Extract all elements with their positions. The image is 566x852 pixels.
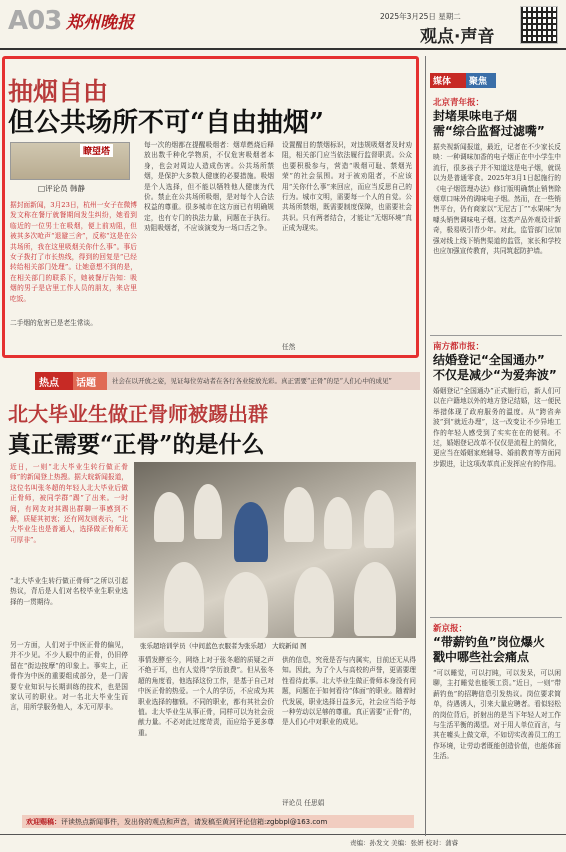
footer-divider <box>0 834 566 835</box>
article2-lead: 近日，一则“北大毕业生转行做正骨师”的新闻登上热搜。据大皖新闻报道，这位名叫张冬超的年轻人北大毕业后做正骨师，被同学群“踢”了出来。一时间，有网友对其踢出群聊一事感到不解，质疑其初衷；还有网友则表示，“北大毕业生也是普通人，选择做正骨师无可厚非”。 <box>10 463 128 544</box>
article2-column-1 <box>10 462 128 572</box>
rc3-body: “可以睡觉，可以打盹，可以发呆，可以闲聊，主打睡觉也能领工资。”近日，一则“带薪钓鱼”的招聘信息引发热议。岗位要求简单，待遇诱人，引来大量应聘者。看似轻松的岗位背后，折射出的是当下年轻人对工作与生活平衡的渴望。对于用人单位而言，与其在噱头上做文章，不如切实改善员工的工作环境，让劳动者既能创造价值，也能体面生活。 <box>433 669 561 761</box>
article1-byline: □评论员 韩静 <box>38 184 85 193</box>
editor-credits: 责编：孙发文 美编：张妍 校对：蒲睿 <box>350 839 459 847</box>
section-title: 观点·声音 <box>420 27 495 47</box>
header-divider <box>0 48 566 50</box>
article2-signoff: 评论员 任思娟 <box>282 799 325 807</box>
issue-date: 2025年3月25日 星期二 <box>380 12 461 21</box>
article2-column-1-body: 另一方面，人们对于中医正骨的偏见，并不少见。不少人眼中的正骨，仍旧停留在“街边按摩”的印象上。事实上，正骨作为中医的重要组成部分，是一门需要专业知识与长期训练的技术，也是国家认可的职业。对一名北大毕业生而言，用所学服务他人，本无可厚非。 <box>10 641 128 712</box>
rc1-body: 据央视新闻报道，最近，记者在不少家长反映：一种调味加香的电子烟正在中小学生中流行，很多孩子并不知道这是电子烟，就误以为是普通零食。2025年3月1日起施行的《电子烟管理办法》修订版明确禁止销售除烟草口味外的调味电子烟。然而，在一些销售平台，仍有商家以“无尼古丁”“水果味”为噱头销售调味电子烟。这类产品外观设计新奇，极易吸引青少年。对此，监管部门应加强对线上线下销售渠道的监管，家长和学校也应加强宣传教育，共同筑起防护墙。 <box>433 143 561 256</box>
article2-column-2: 事情发酵至今，网络上对于张冬超的质疑之声不绝于耳，也有人觉得“学历浪费”。但从张冬超的角度看，他选择这份工作，是基于自己对中医正骨的热爱。一个人的学历，不应成为其职业选择的枷锁。不同的职业，都有其社会价值。北大毕业生从事正骨，同样可以为社会贡献力量。不必对此过度苛责，而应给予更多尊重。 <box>138 656 274 737</box>
article1-column-1 <box>10 200 137 310</box>
rc-separator <box>430 617 562 618</box>
article1-headline: 但公共场所不可“自由抽烟” <box>8 108 324 138</box>
article2-column-3: 供的信息，究竟是否与内属实，目前还无从得知。因此，为了个人与高校的声誉，更需要理性看待此事。北大毕业生做正骨师本身没有问题，问题在于如何看待“体面”的职业。随着时代发展，职业选择日益多元，社会应当给予每一种劳动以足够的尊重。真正需要“正骨”的，是人们心中对职业的成见。 <box>282 656 416 727</box>
hot-topic-summary: 社会在以开放之姿，见证每位劳动者在各行各业绽放光彩。真正需要“正骨”的是“人们心中的成见” <box>112 377 392 385</box>
focus-tag: 聚焦 <box>466 73 496 88</box>
article1-signoff: 任然 <box>282 343 296 351</box>
article1-column-1b <box>10 318 137 354</box>
article1-column-3: 设置醒目的禁烟标识，对违规吸烟者及时劝阻，相关部门应当依法履行监督职责。公众也要积极参与，营造“吸烟可耻、禁烟光荣”的社会氛围。对于被劝阻者，不应该用“关你什么事”来回应，而应当反思自己的行为。城市文明，需要每一个人的自觉。公共场所禁烟，既需要制度保障，也需要社会共识。只有两者结合，才能让“无烟环境”真正成为现实。 <box>282 141 412 233</box>
media-tag: 媒体 <box>430 73 466 88</box>
column-divider <box>425 56 426 836</box>
qr-code-icon <box>520 6 558 44</box>
rc3-headline: “带薪钓鱼”岗位爆火 戳中哪些社会痛点 <box>433 635 545 664</box>
article2-kicker: 北大毕业生做正骨师被踢出群 <box>8 402 268 426</box>
rc1-source: 北京青年报： <box>433 98 485 108</box>
newspaper-logo: 郑州晚报 <box>66 13 134 33</box>
rc2-body: 婚姻登记“全国通办”正式施行后，新人们可以在户籍地以外的地方登记结婚，这一便民举措体现了政府服务的温度。从“跨省奔波”到“就近办理”，这一改变让不少异地工作的年轻人感受到了实实在在的便利。不过，婚姻登记改革不仅仅是流程上的简化，更应当在婚姻家庭辅导、婚前教育等方面同步跟进，让这项改革真正发挥应有的作用。 <box>433 387 561 468</box>
topic-tag: 话题 <box>73 372 107 390</box>
rc3-source: 新京报： <box>433 624 468 634</box>
submission-text <box>26 817 327 827</box>
training-photo <box>134 462 416 638</box>
article1-lead-2: 二手烟的危害已是老生常谈。 <box>10 319 97 327</box>
article1-kicker: 抽烟自由 <box>8 77 109 106</box>
page-number: A03 <box>8 6 62 36</box>
hot-tag: 热点 <box>35 372 73 390</box>
rc1-headline: 封堵果味电子烟 需“综合监督过滤嘴” <box>433 109 545 138</box>
article1-lead: 据封面新闻，3月23日，杭州一女子在微博发文称在餐厅就餐期间发生纠纷，她看到临近的一位男士在吸烟，便上前劝阻，但被其多次呛声“退避三舍”，反称“这是在公共场所，我在这里吸烟关你什么事”。事后女子拨打了市长热线，得到的回复是“已经转给相关部门处理”。让她意想不到的是，在相关部门的联系下，她被餐厅告知：吸烟的男子是店里工作人员的朋友，来店里吃饭。 <box>10 201 137 303</box>
rc-separator <box>430 335 562 336</box>
column-tag: 瞭望塔 <box>80 144 113 157</box>
photo-caption: 张乐超培训学员（中间蓝色衣服者为张乐超） 大皖新闻 图 <box>140 642 307 650</box>
submission-body: 评读热点新闻事件，发出你的观点和声音，请发稿至黄河评论信箱:zgbbpl@163.com <box>61 818 328 826</box>
rc2-source: 南方都市报： <box>433 342 485 352</box>
article2-column-1-quote: “北大毕业生转行做正骨师”之所以引起热议，背后是人们对名校毕业生职业选择的一贯期待。 <box>10 577 128 606</box>
submission-label: 欢迎赐稿： <box>26 818 61 826</box>
article1-column-2: 每一次的烟都在提醒吸烟者：烟草燃烧后释放出数千种化学物质，不仅危害吸烟者本身，也会对周边人造成伤害。公共场所禁烟，是保护大多数人健康的必要措施。吸烟是个人选择，但不能以牺牲他人健康为代价。禁止在公共场所吸烟，是对每个人合法权益的尊重。很多城市在这方面已有明确规定，也有专门的执法力量，问题在于执行。劝阻吸烟者，不应该演变为一场口舌之争。 <box>144 141 274 233</box>
article2-headline: 真正需要“正骨”的是什么 <box>8 431 265 458</box>
rc2-headline: 结婚登记“全国通办” 不仅是减少“为爱奔波” <box>433 353 557 382</box>
